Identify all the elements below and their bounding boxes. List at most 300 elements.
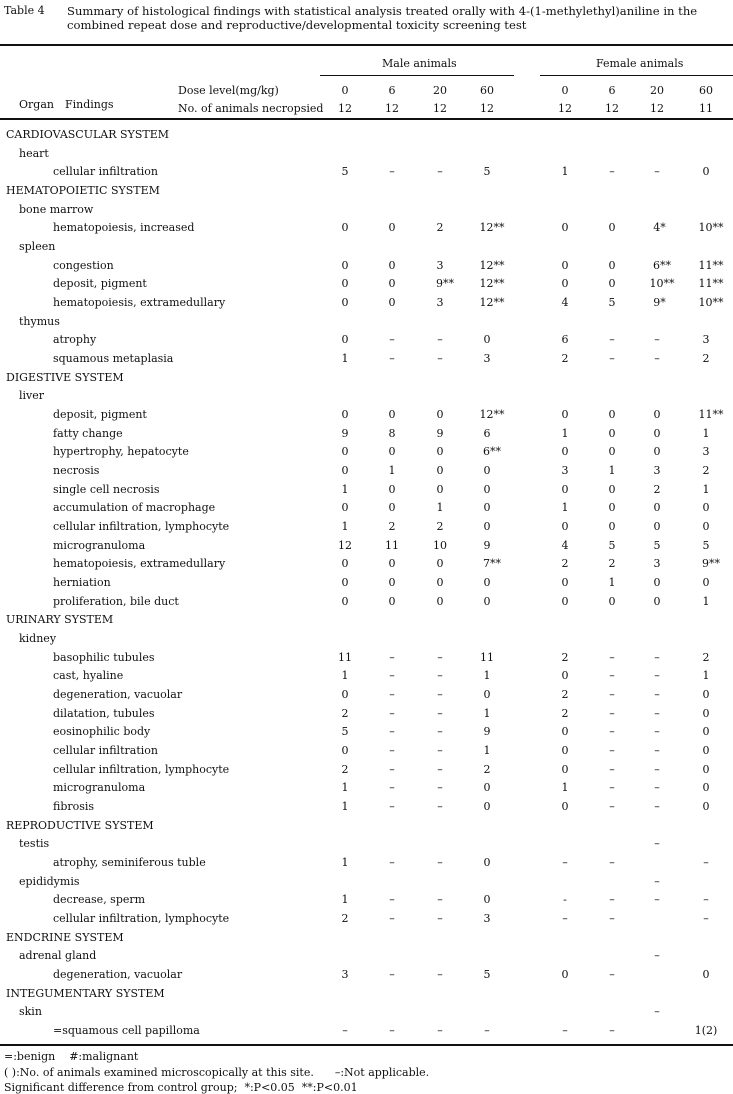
table-cell: 0 [483,893,491,907]
female-underline [540,75,733,76]
table-cell: 9** [702,557,720,571]
table-cell: – [437,165,443,179]
system-label: DIGESTIVE SYSTEM [6,370,124,384]
table-cell: 0 [653,520,661,534]
table-cell: 1 [561,781,569,795]
table-cell: – [437,725,443,739]
table-cell: – [654,706,660,720]
table-cell: – [437,762,443,776]
table-cell: 10** [649,277,675,291]
finding-label: hematopoiesis, extramedullary [53,557,226,571]
table-cell: – [342,1024,348,1038]
necropsied-value: 12 [605,102,619,115]
finding-label: squamous metaplasia [53,352,174,366]
header-rule [0,118,733,120]
table-cell: 0 [653,501,661,515]
table-cell: 0 [341,258,349,272]
table-cell: 0 [702,968,710,982]
table-cell: – [654,949,660,963]
table-cell: 1 [561,501,569,515]
table-cell: 0 [608,426,616,440]
table-cell: – [437,333,443,347]
finding-label: fibrosis [53,800,95,814]
finding-label: dilatation, tubules [53,706,155,720]
bottom-rule [0,1044,733,1046]
table-cell: 3 [702,445,710,459]
table-cell: – [437,650,443,664]
table-cell: 0 [702,165,710,179]
table-cell: 1 [436,501,444,515]
table-cell: 0 [561,594,569,608]
table-cell: – [389,968,395,982]
table-cell: 0 [388,501,396,515]
organ-header: Organ [19,98,54,111]
table-cell: 0 [561,520,569,534]
table-cell: – [609,744,615,758]
table-cell: 8 [388,426,396,440]
finding-label: =squamous cell papilloma [53,1024,200,1038]
table-cell: 2 [436,221,444,235]
table-cell: 2 [436,520,444,534]
table-cell: 3 [702,333,710,347]
table-cell: 0 [702,688,710,702]
table-cell: 0 [388,482,396,496]
table-cell: – [437,856,443,870]
organ-label: testis [19,837,50,851]
table-cell: – [437,800,443,814]
organ-label: kidney [19,632,57,646]
table-cell: 12** [479,277,505,291]
male-group-header: Male animals [382,57,457,70]
table-cell: 2 [341,912,349,926]
table-cell: 3 [561,464,569,478]
dose-value: 20 [650,84,664,97]
necropsied-value: 11 [699,102,713,115]
table-cell: – [389,781,395,795]
system-label: CARDIOVASCULAR SYSTEM [6,128,169,141]
table-cell: 0 [608,258,616,272]
table-cell: – [609,856,615,870]
table-cell: 12** [479,408,505,422]
table-cell: 0 [561,482,569,496]
table-cell: – [389,744,395,758]
table-cell: 0 [388,277,396,291]
table-cell: 0 [653,445,661,459]
table-title-line2: combined repeat dose and reproductive/developmental toxicity screening test [67,18,527,32]
table-cell: – [609,1024,615,1038]
finding-label: accumulation of macrophage [53,501,216,515]
table-cell: 0 [653,576,661,590]
organ-label: skin [19,1005,42,1019]
finding-label: atrophy [53,333,97,347]
table-cell: 2 [561,557,569,571]
footnote: ( ):No. of animals examined microscopically at this site. –:Not applicable. [4,1066,430,1079]
table-cell: – [389,165,395,179]
table-cell: 11** [698,277,724,291]
dose-value: 60 [480,84,494,97]
table-cell: 11 [338,650,352,664]
table-cell: 0 [341,576,349,590]
table-cell: 3 [341,968,349,982]
table-cell: 0 [483,688,491,702]
table-cell: 12** [479,258,505,272]
table-cell: 0 [702,744,710,758]
table-cell: – [389,688,395,702]
table-cell: 0 [436,464,444,478]
table-cell: 2 [702,464,710,478]
table-cell: 1 [702,482,710,496]
table-cell: 0 [341,744,349,758]
organ-label: epididymis [19,874,80,888]
table-cell: 1 [483,669,491,683]
table-cell: 10** [698,221,724,235]
table-cell: 0 [608,520,616,534]
finding-label: cellular infiltration [53,165,158,179]
finding-label: congestion [53,258,114,272]
footnote: =:benign #:malignant [4,1050,139,1063]
top-rule [0,44,733,46]
table-cell: 0 [561,445,569,459]
table-cell: 0 [436,576,444,590]
finding-label: cellular infiltration, lymphocyte [53,912,230,926]
table-cell: – [484,1024,490,1038]
table-cell: 0 [341,445,349,459]
table-cell: 0 [436,557,444,571]
table-cell: 3 [436,258,444,272]
table-cell: 12 [338,538,352,552]
dose-value: 6 [388,84,396,97]
table-cell: 2 [388,520,396,534]
finding-label: atrophy, seminiferous tuble [53,856,206,870]
table-cell: 0 [702,800,710,814]
table-cell: 5 [483,165,491,179]
finding-label: microgranuloma [53,781,146,795]
table-cell: 0 [436,482,444,496]
table-cell: – [654,669,660,683]
table-cell: 2 [341,706,349,720]
table-cell: 9 [483,538,491,552]
table-cell: – [389,669,395,683]
table-cell: 0 [483,856,491,870]
finding-label: degeneration, vacuolar [53,688,183,702]
table-cell: – [389,706,395,720]
finding-label: degeneration, vacuolar [53,968,183,982]
table-cell: 0 [436,594,444,608]
table-cell: 1 [341,800,349,814]
finding-label: proliferation, bile duct [53,594,179,608]
dose-value: 60 [699,84,713,97]
dose-value: 0 [561,84,569,97]
table-cell: – [654,762,660,776]
table-cell: 11 [385,538,399,552]
table-cell: 2 [561,352,569,366]
table-cell: – [562,856,568,870]
table-cell: – [609,800,615,814]
table-cell: 0 [561,408,569,422]
table-cell: – [654,333,660,347]
table-cell: 11** [698,258,724,272]
table-cell: – [609,706,615,720]
table-cell: 1(2) [694,1024,718,1038]
table-cell: – [389,1024,395,1038]
table-cell: – [609,781,615,795]
table-cell: 5 [653,538,661,552]
table-cell: 0 [608,221,616,235]
finding-label: hematopoiesis, extramedullary [53,296,226,310]
table-cell: – [437,968,443,982]
table-cell: 6** [483,445,501,459]
table-cell: 0 [561,800,569,814]
system-label: ENDCRINE SYSTEM [6,930,124,944]
table-cell: 2 [702,352,710,366]
table-cell: 2 [653,482,661,496]
table-cell: 5 [341,725,349,739]
table-cell: 0 [388,557,396,571]
table-cell: – [562,912,568,926]
finding-label: cellular infiltration, lymphocyte [53,762,230,776]
table-cell: 0 [341,408,349,422]
table-cell: 0 [608,277,616,291]
organ-label: thymus [19,314,60,328]
system-label: INTEGUMENTARY SYSTEM [6,986,165,1000]
table-cell: 6 [483,426,491,440]
table-cell: 4* [653,221,666,235]
table-cell: 1 [608,464,616,478]
table-cell: 0 [341,333,349,347]
table-cell: 0 [653,426,661,440]
table-cell: 0 [483,482,491,496]
table-cell: 9 [341,426,349,440]
table-cell: 0 [702,501,710,515]
table-cell: 0 [561,968,569,982]
findings-header: Findings [65,98,114,111]
finding-label: basophilic tubules [53,650,155,664]
table-cell: – [389,762,395,776]
table-cell: 0 [561,221,569,235]
table-cell: 0 [388,221,396,235]
table-cell: 0 [608,482,616,496]
table-cell: 10** [698,296,724,310]
table-cell: – [609,669,615,683]
organ-label: heart [19,146,49,160]
organ-label: bone marrow [19,202,94,216]
table-cell: 0 [561,669,569,683]
footnote: Significant difference from control group; *:P<0.05 **:P<0.01 [4,1081,358,1094]
dose-value: 0 [341,84,349,97]
table-cell: 0 [483,333,491,347]
table-cell: 1 [341,669,349,683]
table-cell: – [437,688,443,702]
finding-label: fatty change [53,426,123,440]
table-cell: 0 [702,781,710,795]
table-cell: – [389,650,395,664]
organ-label: spleen [19,240,56,254]
table-cell: 0 [483,464,491,478]
table-cell: 3 [483,912,491,926]
table-cell: 1 [341,482,349,496]
table-cell: 2 [483,762,491,776]
table-cell: 12** [479,221,505,235]
dose-value: 20 [433,84,447,97]
table-cell: – [654,893,660,907]
table-cell: – [654,165,660,179]
table-cell: – [609,650,615,664]
male-underline [320,75,514,76]
table-cell: 0 [388,296,396,310]
necropsied-value: 12 [650,102,664,115]
finding-label: necrosis [53,464,100,478]
finding-label: eosinophilic body [53,725,151,739]
table-cell: – [437,669,443,683]
table-cell: 0 [561,762,569,776]
table-cell: 0 [341,557,349,571]
table-cell: 0 [388,408,396,422]
table-cell: 1 [702,594,710,608]
table-cell: - [563,893,567,907]
table-cell: – [654,725,660,739]
table-cell: 5 [341,165,349,179]
finding-label: deposit, pigment [53,408,147,422]
table-cell: – [654,688,660,702]
necropsied-label: No. of animals necropsied [178,102,324,115]
table-cell: – [609,333,615,347]
table-cell: – [654,837,660,851]
table-cell: 2 [561,688,569,702]
table-cell: – [703,893,709,907]
dose-value: 6 [608,84,616,97]
table-cell: 1 [341,856,349,870]
table-cell: – [654,781,660,795]
table-title-line1: Summary of histological findings with statistical analysis treated orally with 4-(1-methylethyl)aniline in the [67,4,698,18]
finding-label: decrease, sperm [53,893,146,907]
necropsied-value: 12 [385,102,399,115]
system-label: REPRODUCTIVE SYSTEM [6,818,154,832]
table-cell: – [703,856,709,870]
table-cell: 0 [702,762,710,776]
table-cell: 11 [480,650,494,664]
table-cell: 1 [561,165,569,179]
table-cell: 3 [653,464,661,478]
table-cell: 1 [388,464,396,478]
table-cell: 0 [341,688,349,702]
table-cell: 0 [561,725,569,739]
necropsied-value: 12 [338,102,352,115]
finding-label: hypertrophy, hepatocyte [53,445,189,459]
table-cell: – [389,800,395,814]
table-cell: 1 [483,744,491,758]
table-cell: – [609,893,615,907]
table-cell: 0 [341,277,349,291]
table-cell: 0 [561,258,569,272]
table-cell: 4 [561,538,569,552]
table-cell: 0 [608,408,616,422]
system-label: URINARY SYSTEM [6,613,114,627]
table-cell: 5 [702,538,710,552]
table-cell: 0 [608,594,616,608]
table-cell: – [389,333,395,347]
table-cell: – [609,352,615,366]
table-cell: 9* [653,296,666,310]
necropsied-value: 12 [480,102,494,115]
table-cell: 0 [388,576,396,590]
table-cell: – [437,352,443,366]
table-cell: – [562,1024,568,1038]
table-cell: 1 [341,520,349,534]
table-cell: – [437,1024,443,1038]
female-group-header: Female animals [596,57,684,70]
table-cell: – [437,912,443,926]
table-cell: 0 [341,501,349,515]
table-cell: 0 [388,258,396,272]
table-cell: 1 [608,576,616,590]
table-cell: 0 [483,594,491,608]
table-cell: – [654,744,660,758]
table-cell: 0 [388,445,396,459]
table-cell: – [389,352,395,366]
table-label: Table 4 [4,4,45,17]
table-cell: – [609,688,615,702]
table-cell: 3 [436,296,444,310]
dose-label: Dose level(mg/kg) [178,84,279,97]
table-cell: 0 [388,594,396,608]
table-cell: – [437,781,443,795]
table-cell: 2 [561,650,569,664]
table-cell: 2 [702,650,710,664]
table-cell: 9 [436,426,444,440]
table-cell: – [389,912,395,926]
table-cell: 1 [561,426,569,440]
table-cell: – [609,165,615,179]
table-cell: 5 [608,296,616,310]
table-cell: 0 [653,594,661,608]
table-cell: 12** [479,296,505,310]
table-cell: 0 [702,706,710,720]
system-label: HEMATOPOIETIC SYSTEM [6,184,160,197]
table-cell: 0 [608,445,616,459]
finding-label: single cell necrosis [53,482,160,496]
table-cell: – [654,1005,660,1019]
table-cell: – [389,893,395,907]
finding-label: hematopoiesis, increased [53,221,195,235]
table-cell: 0 [561,744,569,758]
table-cell: 0 [608,501,616,515]
table-cell: 0 [561,576,569,590]
table-cell: 0 [341,594,349,608]
table-cell: 1 [483,706,491,720]
table-cell: 6 [561,333,569,347]
table-cell: 2 [341,762,349,776]
table-cell: 9 [483,725,491,739]
table-cell: – [437,706,443,720]
table-cell: 7** [483,557,501,571]
table-cell: – [437,893,443,907]
table-cell: 0 [341,464,349,478]
table-cell: 0 [653,408,661,422]
table-cell: 1 [341,781,349,795]
table-cell: 5 [608,538,616,552]
table-cell: 0 [341,221,349,235]
table-cell: 0 [341,296,349,310]
organ-label: adrenal gland [19,949,97,963]
table-cell: 0 [436,408,444,422]
finding-label: microgranuloma [53,538,146,552]
table-cell: 0 [483,520,491,534]
table-cell: 0 [702,520,710,534]
table-cell: 2 [608,557,616,571]
finding-label: cellular infiltration, lymphocyte [53,520,230,534]
table-cell: 5 [483,968,491,982]
table-cell: – [609,725,615,739]
